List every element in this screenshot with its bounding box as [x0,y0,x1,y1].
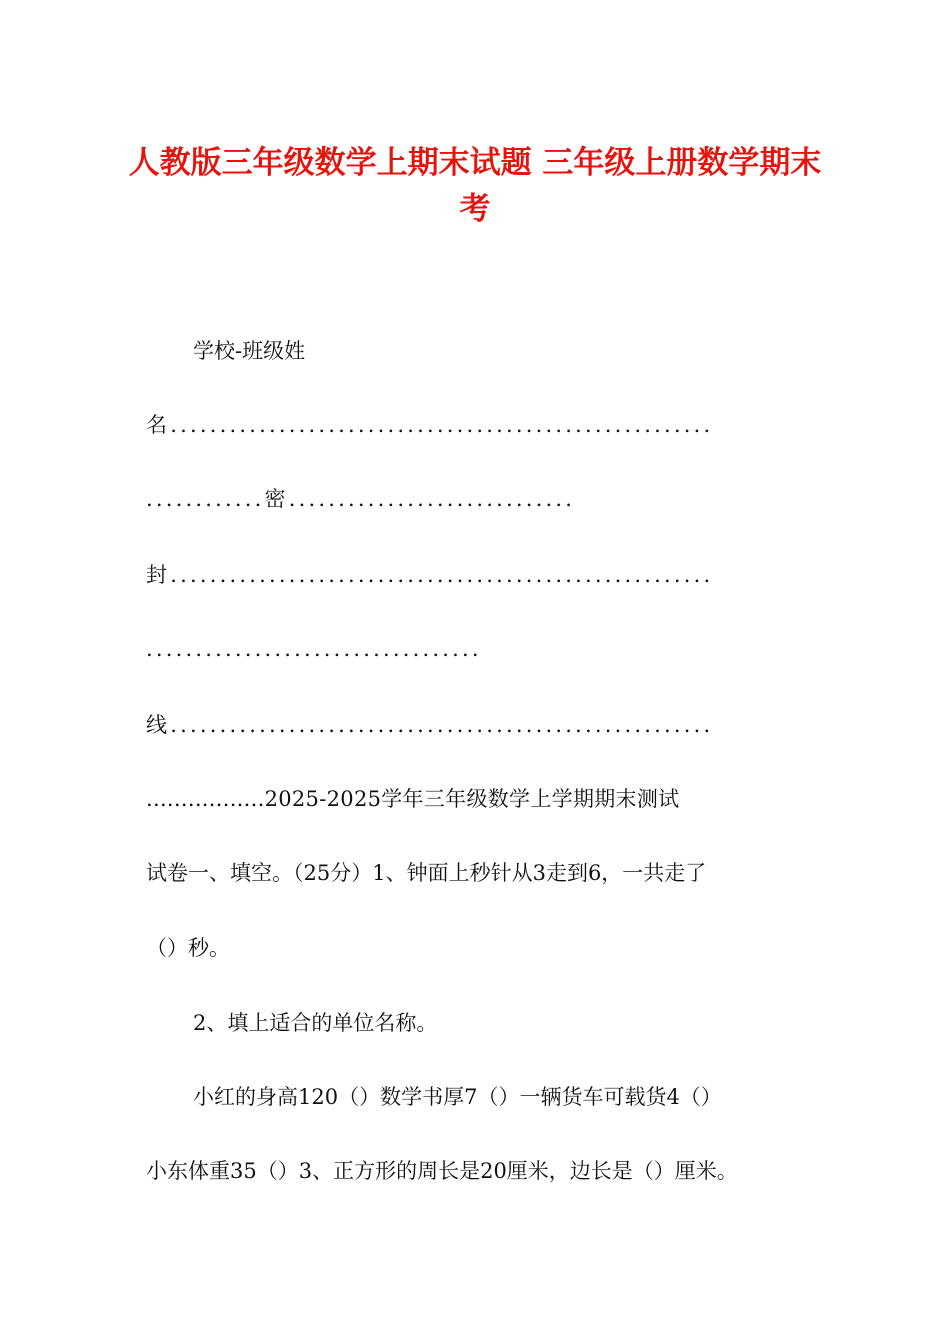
text-line-question-1: 试卷一、填空。（25分）1、钟面上秒针从3走到6，一共走了 [146,861,707,885]
text-line-name-dots: 名....................................................... [146,413,714,437]
text-line-exam-heading: .................2025-2025学年三年级数学上学期期末测试 [146,787,680,811]
text-line-question-2-items: 小红的身高120（）数学书厚7（）一辆货车可载货4（） [193,1085,722,1109]
text-line-question-2: 2、填上适合的单位名称。 [193,1011,438,1035]
text-line-dots: .................................. [146,637,482,661]
text-line-school-class: 学校-班级姓 [193,339,306,363]
text-line-question-3: 小东体重35（）3、正方形的周长是20厘米，边长是（）厘米。 [146,1159,738,1183]
text-line-seal-xian: 线....................................................... [146,713,714,737]
text-line-seal-mi: ............密............................. [146,487,576,511]
document-title: 人教版三年级数学上期末试题 三年级上册数学期末考 [128,145,822,227]
text-line-seal-feng: 封....................................................... [146,563,714,587]
text-line-question-1-cont: （）秒。 [146,936,230,960]
